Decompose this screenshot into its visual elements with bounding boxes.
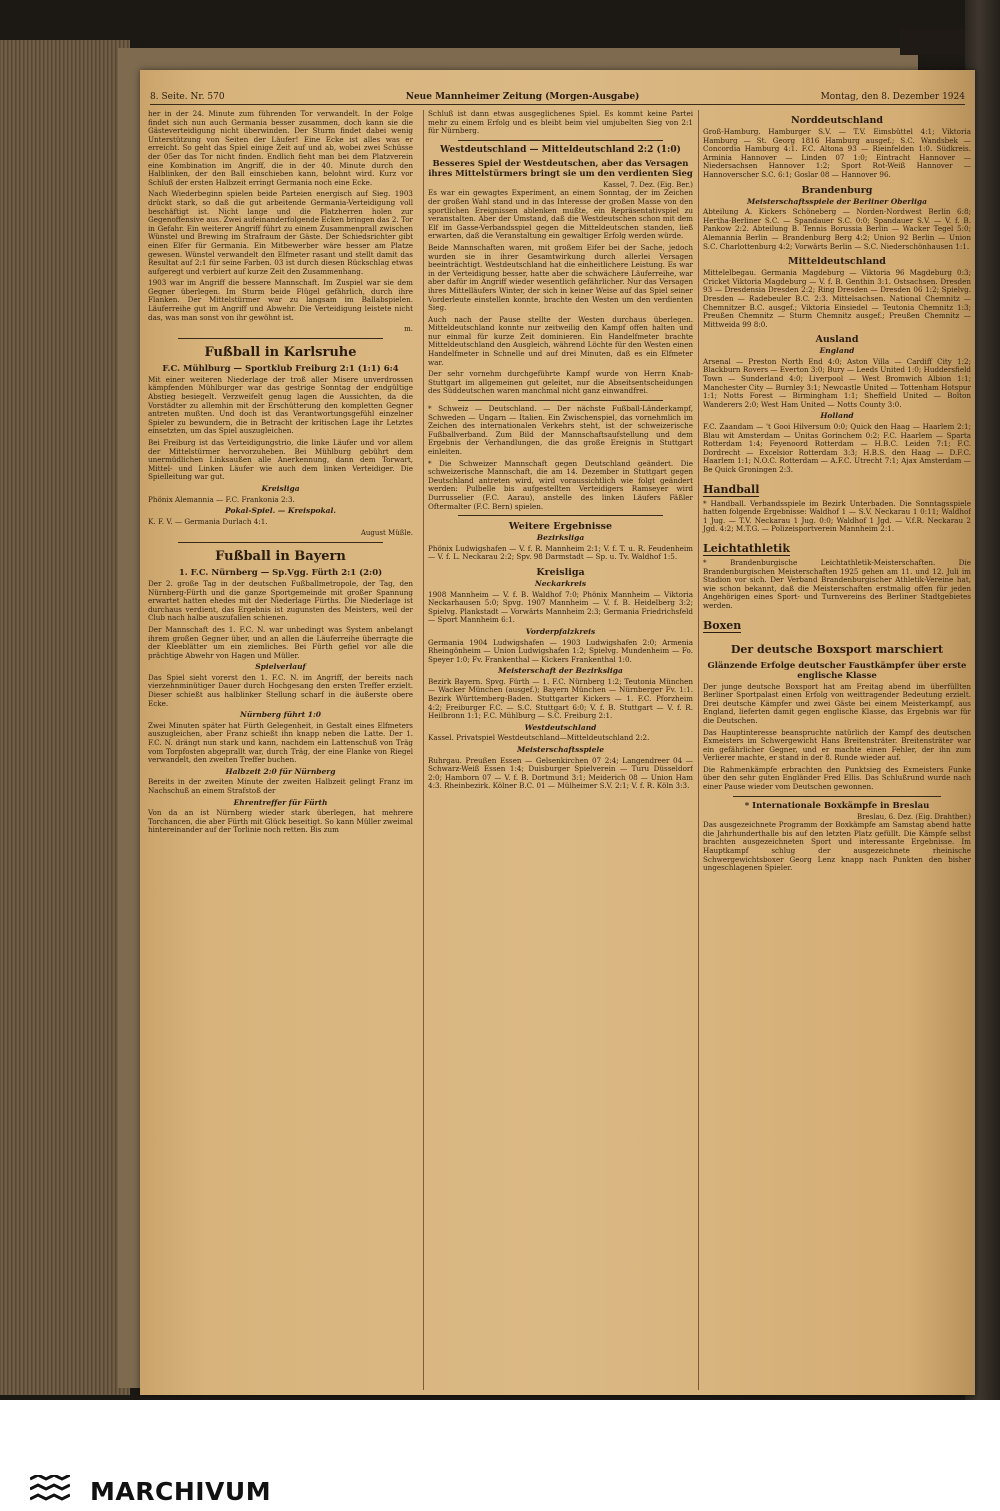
headline: Westdeutschland — Mitteldeutschland 2:2 (1:0): [440, 144, 681, 155]
article-text: Bereits in der zweiten Minute der zweiten Halbzeit gelingt Franz im Nachschuß an einem Strafstoß der: [148, 777, 413, 795]
article-text: her in der 24. Minute zum führenden Tor verwandelt. In der Folge findet sich nun auch Germania besser zusammen, doch kann sie die Gästeverteidigung nicht überwinden. Der Sturm findet dabei wenig Unterstützung von Seiten der Läufer! Eine Ecke ist alles was er erreicht. So geht das Spiel einige Zeit auf und ab, wobei zwei Schüsse der 05er das Tor nicht finden. Endlich fieht man bei dem Platzverein eine Kombination im Angriff, die in der 40. Minute durch den Halblinken, der den Ball einschieben kann, belohnt wird. Kurz vor Schluß der ersten Halbzeit erringt Germania noch eine Ecke.: [148, 110, 413, 187]
subheadline: 1. F.C. Nürnberg — Sp.Vgg. Fürth 2:1 (2:0): [178, 567, 383, 578]
masthead: Neue Mannheimer Zeitung (Morgen-Ausgabe): [405, 92, 640, 102]
article-text: Von da an ist Nürnberg wieder stark überlegen, hat mehrere Torchancen, die aber Fürth mit Glück beseitigt. So kann Müller zweimal hintereinander auf der Torlinie noch retten. Bis zum: [148, 808, 413, 835]
news-note: * Die Schweizer Mannschaft gegen Deutschland geändert. Die schweizerische Mannschaft, die am 14. Dezember in Stuttgart gegen Deutschland antreten wird, wird voraussichtlich wie folgt geändert werden: Pulbelle bis aufgestellten Verteidigers Ramseyer wird Durrusselier (F.C. Aarau), anstelle des linken Läufers Fäßler Oftermalter (F.C. Bern) spielen.: [428, 458, 693, 511]
newspaper-page: [140, 70, 975, 1395]
section-heading: Boxen: [703, 618, 742, 632]
archive-footer: [0, 1400, 1000, 1511]
section-label: Meisterschaftsspiele: [516, 745, 605, 755]
column-2: [423, 110, 693, 1390]
section-heading: Leichtathletik: [703, 541, 790, 555]
article-text: Das ausgezeichnete Programm der Boxkämpfe am Samstag abend hatte die Jahrhunderthalle bis auf den letzten Platz gefüllt. Die Kämpfe selbst brachten ausgezeichneten Sport und interessante Ergebnisse. Im Hauptkampf schlug der ausgezeichnete rheinische Schwergewichtsboxer Georg Lenz knapp nach Punkten den bisher ungeschlagenen Spieler.: [703, 820, 971, 873]
signature: August Müßle.: [360, 529, 413, 538]
section-label: Halbzeit 2:0 für Nürnberg: [225, 766, 336, 776]
section-label: Westdeutschland: [524, 722, 597, 732]
section-label: Vorderpfalzkreis: [525, 626, 596, 636]
section-label: Neckarkreis: [534, 578, 587, 588]
archive-logo-text: MARCHIVUM: [90, 1477, 272, 1506]
news-note: * Brandenburgische Leichtathletik-Meisterschaften. Die Brandenburgischen Meisterschaften 1925 gehen am 11. und 12. Juli im Stadion vor sich. Der Verband Brandenburgischer Athletik-Vereine hat, wie schon bekannt, daß die Meisterschaften erstmalig offen für jeden Angehörigen eines Sport- und Turnvereins des Berliner Stadtgebietes werden.: [703, 557, 971, 610]
section-label: Nürnberg führt 1:0: [240, 710, 321, 720]
section-label: Bezirksliga: [536, 533, 585, 543]
divider: [458, 400, 663, 401]
section-label: Brandenburg: [801, 184, 873, 196]
result-list: Abteilung A. Kickers Schöneberg — Norden-Nordwest Berlin 6:8; Hertha-Berliner S.C. — Spandauer S.C. 0:0; Spandauer S.V. — V. f. B. Pankow 2:2. Abteilung B. Tennis Borussia Berlin — Wacker Tegel 5:0; Alemannia Berlin — Brandenburg Berg 4:2; Union 92 Berlin — Union S.C. Charlottenburg 4:2; Vorwärts Berlin — S.C. Niederschönhausen 1:1.: [703, 207, 971, 251]
result-line: Phönix Alemannia — F.C. Frankonia 2:3.: [148, 494, 295, 504]
headline: Der deutsche Boxsport marschiert: [730, 642, 944, 656]
marchivum-logo-icon: [30, 1475, 70, 1503]
article-text: Zwei Minuten später hat Fürth Gelegenheit, in Gestalt eines Elfmeters auszugleichen, aber Franz schießt ihn knapp neben die Latte. Der 1. F.C. N. drängt nun stark und kann, nachdem ein Lattenschuß von Träg vom Torpfosten abgeprallt war, durch Träg, der eine Flanke von Riegel verwandelt, den zweiten Treffer buchen.: [148, 720, 413, 765]
article-text: Nach Wiederbeginn spielen beide Parteien energisch auf Sieg. 1903 drückt stark, so daß die gut arbeitende Germania-Verteidigung voll beschäftigt ist. Nicht lange und die Platzherren holen zur Gegenoffensive aus. Zwei aufeinanderfolgende Ecken bringen das 2. Tor in Gefahr. Ein weiterer Angriff führt zu einem Zusammenprall zwischen Wünstel und Brewing im Strafraum der Gäste. Der Schiedsrichter gibt einen Elfer für Germania. Ein Mitbewerber wäre besser am Platze gewesen. Wünstel verwandelt den Elfmeter rasant und stellt damit das Resultat auf 2:1 für seine Farben. 03 ist durch diesen Rückschlag etwas aufgeregt und verbiert auf kurze Zeit den Zusammenhang.: [148, 189, 413, 276]
section-label: Mitteldeutschland: [788, 256, 886, 268]
result-list: F.C. Zaandam — 't Gooi Hilversum 0:0; Quick den Haag — Haarlem 2:1; Blau wit Amsterdam — Unitas Gorinchem 0:2; F.C. Haarlem — Sparta Rotterdam 1:4; Feyenoord Rotterdam — H.B.C. Leiden 7:1; F.C. Dordrecht — Excelsior Rotterdam 3:3; H.B.S. den Haag — D.F.C. Haarlem 1:1; N.O.C. Rotterdam — A.F.C. Utrecht 7:1; Ajax Amsterdam — Be Quick Groningen 2:3.: [703, 422, 971, 474]
divider: [458, 515, 663, 516]
article-text: Es war ein gewagtes Experiment, an einem Sonntag, der im Zeichen der großen Wahl stand und in das Interesse der großen Masse von den sportlichen Ereignissen ablenken mußte, ein Repräsentativspiel zu veranstalten. Aber der Umstand, daß die Westdeutschen schon mit dem Elf im Gasse-Verbandsspiel gegen die Mitteldeutschen standen, ließ erwarten, daß die Veranstaltung ein gewaltiger Erfolg werden würde.: [428, 188, 693, 241]
divider: [458, 140, 663, 141]
subheadline: Besseres Spiel der Westdeutschen, aber das Versagen ihres Mittelstürmers bringt sie um den verdienten Sieg: [428, 158, 693, 179]
article-text: Das Spiel sieht vorerst den 1. F.C. N. im Angriff, der bereits nach vierzehnminütiger Dauer durch Hochgesang den ersten Treffer erzielt. Dieser schießt aus halblinker Stellung scharf in die äußerste obere Ecke.: [148, 672, 413, 708]
issue-date: Montag, den 8. Dezember 1924: [820, 92, 965, 102]
article-text: Der 2. große Tag in der deutschen Fußballmetropole, der Tag, den Nürnberg-Fürth und die ganze Sportgemeinde mit großer Spannung erwartet hatten ehedes mit der Niederlage Fürths. Die Niederlage ist durchaus verdient, das Ergebnis ist zugunsten des Meisters, weil der Club nach halbe auszufallen schienen.: [148, 578, 413, 623]
section-heading: Handball: [703, 482, 760, 496]
section-label: Ehrentreffer für Fürth: [233, 797, 328, 807]
subheadline: F.C. Mühlburg — Sportklub Freiburg 2:1 (1:1) 6:4: [162, 363, 399, 374]
column-3: [698, 110, 971, 1390]
divider: [178, 338, 383, 339]
result-list: Phönix Ludwigshafen — V. f. R. Mannheim 2:1; V. f. T. u. R. Feudenheim — V. f. L. Neckarau 2:2; Spv. 98 Darmstadt — Sp. u. Tv. Waldhof 1:5.: [428, 543, 693, 562]
section-label: Norddeutschland: [790, 115, 883, 126]
divider: [733, 796, 941, 797]
article-text: Mit einer weiteren Niederlage der troß aller Misere unverdrossen kämpfenden Mühlburger war das gestrige Sonntag der endgültige Abstieg besiegelt. Verzweifelt genug lagen die Aussichten, da die Vorstädter zu allemhin mit der Erschütterung den kompletten Gegner antreten mußten. Und doch ist das Verantwortungsgefühl einzelner Spieler zu bewundern, die in Betracht der kritischen Lage ihr Letztes einsetzten, um das Spiel auszugleichen.: [148, 374, 413, 436]
page-number: 8. Seite. Nr. 570: [150, 92, 225, 102]
headline: Fußball in Bayern: [215, 548, 346, 564]
section-label: Ausland: [815, 334, 859, 346]
article-text: Beide Mannschaften waren, mit großem Eifer bei der Sache, jedoch wurden sie in ihrer Gesamtwirkung durch allerlei Versagen beeinträchtigt. Westdeutschland hat die einheitlichere Leistung. Es war in der Verteidigung besser, hatte aber die schwächere Läuferreihe, war aber dafür im Angriff wieder wesentlich gefährlicher. Nur das Versagen ihres Mittelläufers Winter, der sich in keiner Weise auf das Spiel seiner Vorderleute einstellen konnte, brachte den Westen um den verdienten Sieg.: [428, 242, 693, 313]
article-text: Schluß ist dann etwas ausgeglichenes Spiel. Es kommt keine Partei mehr zu einem Erfolg und es bleibt beim viel umjubelten Sieg von 2:1 für Nürnberg.: [428, 110, 693, 136]
section-label: Spielverlauf: [255, 662, 306, 672]
article-text: Der sehr vornehm durchgeführte Kampf wurde von Herrn Knab-Stuttgart im allgemeinen gut geleitet, nur die Abseitsentscheidungen des Süddeutschen waren manchmal nicht ganz einwandfrei.: [428, 369, 693, 396]
result-list: Groß-Hamburg. Hamburger S.V. — T.V. Eimsbüttel 4:1; Viktoria Hamburg — St. Georg 1816 Hamburg ausgef.; S.C. Wandsbek — Concordia Hamburg 4:1. F.C. Altona 93 — Rieinfelden 1:0. Südkreis. Arminia Hannover — Linden 07 1:0; Eintracht Hannover — Niedersachsen Hannover 1:2; Sport Rot-Weiß Hannover — Hannoverscher S.C. 6:1; Goslar 08 — Hannover 96.: [703, 127, 971, 179]
section-label: Meisterschaftsspiele der Berliner Oberliga: [746, 196, 928, 206]
news-note: * Handball. Verbandsspiele im Bezirk Unterbaden. Die Sonntagsspiele hatten folgende Ergebnisse: Waldhof 1 — S.V. Neckarau 1 0:11; Waldhof 1 Jug. — T.V. Neckarau 1 Jug. 0:0; Waldhof 1 Jgd. — V.f.R. Neckarau 2 Jgd. 4:2; M.T.G. — Polizeisportverein Mannheim 2:1.: [703, 498, 971, 534]
article-text: Die Rahmenkämpfe erbrachten den Punktsieg des Exmeisters Funke über den sehr guten Engländer Fred Ellis. Das Schlußrund wurde nach einer Pause wieder vom Deutschen gewonnen.: [703, 764, 971, 792]
page-header: [150, 90, 965, 105]
result-list: 1908 Mannheim — V. f. B. Waldhof 7:0; Phönix Mannheim — Viktoria Neckarhausen 5:0; Spvg. 1907 Mannheim — V. f. B. Heidelberg 3:2; Spielvg. Plankstadt — Vorwärts Mannheim 2:3; Germania Friedrichsfeld — Sport Mannheim 6:1.: [428, 589, 693, 625]
dateline: Breslau, 6. Dez. (Eig. Drahtber.): [856, 812, 971, 821]
section-label: England: [819, 346, 855, 356]
section-label: Kreisliga: [536, 566, 585, 578]
article-text: 1903 war im Angriff die bessere Mannschaft. Im Zuspiel war sie dem Gegner überlegen. Im Sturm beide Flügel gefährlich, durch ihre Flanken. Der Mittelstürmer war zu langsam im Ballabspielen. Läuferreihe gut im Angriff und Abwehr. Die Verteidigung leistete nicht das, was man sonst von ihr gewöhnt ist.: [148, 278, 413, 322]
dateline: Kassel, 7. Dez. (Eig. Ber.): [602, 180, 693, 189]
result-list: Bezirk Bayern. Spvg. Fürth — 1. F.C. Nürnberg 1:2; Teutonia München — Wacker München (ausgef.); Bayern München — Nürnberger Fv. 1:1. Bezirk Württemberg-Baden. Stuttgarter Kickers — 1. F.C. Pforzheim 4:2; Freiburger F.C. — S.C. Stuttgart 6:0; V. f. B. Stuttgart — V. f. R. Heilbronn 1:1; F.C. Mühlburg — S.C. Freiburg 2:1.: [428, 676, 693, 721]
result-list: Kassel. Privatspiel Westdeutschland—Mitteldeutschland 2:2.: [428, 733, 650, 743]
result-list: Arsenal — Preston North End 4:0; Aston Villa — Cardiff City 1:2; Blackburn Rovers — Everton 3:0; Bury — Leeds United 1:0; Huddersfield Town — Sunderland 4:0; Liverpool — West Bromwich Albion 1:1; Manchester City — Burnley 3:1; Newcastle United — Tottenham Hotspur 1:1; Notts Forest — Birmingham 1:1; Sheffield United — Bolton Wanderers 2:0; West Ham United — Notts County 3:0.: [703, 356, 971, 409]
signature: m.: [404, 325, 413, 334]
headline: Weitere Ergebnisse: [508, 521, 613, 533]
divider: [178, 542, 383, 543]
result-line: K. F. V. — Germania Durlach 4:1.: [148, 516, 268, 526]
news-note: * Schweiz — Deutschland. — Der nächste Fußball-Länderkampf, Schweden — Ungarn — Italien. Ein Zwischenspiel, das vornehmlich im Zeichen des internationalen Verkehrs steht, ist der schweizerische Fußballverband. Zum Bild der Mannschaftsaufstellung und dem Ergebnis der Verhandlungen, die das große Ereignis in Stuttgart einleiten.: [428, 404, 693, 456]
column-1: [148, 110, 413, 1390]
article-text: Das Hauptinteresse beanspruchte natürlich der Kampf des deutschen Exmeisters im Schwergewicht Hans Breitensträter. Breitensträter war ein gefährlicher Gegner, und er machte einen Fehler, der ihn zum Verlierer machte, er stand in der 8. Runde wieder auf.: [703, 727, 971, 763]
article-text: Der Mannschaft des 1. F.C. N. war unbedingt was System anbelangt ihrem großen Gegner über, und an allen die Läuferreihe überragte die der Kleeblätter um ein ziemliches. Bei Fürth gefiel vor alle die prächtige Abwehr von Hagen und Müller.: [148, 624, 413, 660]
section-label: Pokal-Spiel. — Kreispokal.: [225, 506, 336, 516]
section-label: Holland: [820, 411, 854, 421]
section-label: Meisterschaft der Bezirksliga: [498, 666, 623, 676]
page-edges: [0, 40, 130, 1395]
article-text: Bei Freiburg ist das Verteidigungstrio, die linke Läufer und vor allem der Mittelstürmer hervorzuheben. Bei Mühlburg gebührt dem unermüdlichen Linksaußen alle Anerkennung, dann dem Torwart, Mittel- und Linken Läufer wie auch dem linken Verteidiger. Die Spielleitung war gut.: [148, 438, 413, 482]
subheadline: Glänzende Erfolge deutscher Faustkämpfer über erste englische Klasse: [707, 660, 967, 681]
article-text: Auch nach der Pause stellte der Westen durchaus überlegen. Mitteldeutschland konnte nur zeitweilig den Kampf offen halten und nur einmal für kurze Zeit dominieren. Ein Handelfmeter brachte Mitteldeutschland den Ausgleich, während Löchte für den Westen einen Handelfmeter in Schnelle und auf drei Minuten, daß es ein Elfmeter war.: [428, 314, 693, 367]
result-list: Germania 1904 Ludwigshafen — 1903 Ludwigshafen 2:0; Armenia Rheingönheim — Union Ludwigshafen 1:2; Spielvg. Mundenheim — Fo. Speyer 1:0; Fv. Frankenthal — Kickers Frankenthal 1:0.: [428, 637, 693, 664]
headline: Fußball in Karlsruhe: [204, 344, 357, 360]
subheadline: * Internationale Boxkämpfe in Breslau: [744, 800, 930, 811]
result-list: Mittelelbegau. Germania Magdeburg — Viktoria 96 Magdeburg 0:3; Cricket Viktoria Magdeburg — V. f. B. Genthin 3:1. Ostsachsen. Dresden 93 — Dresdensia Dresden 2:2; Ring Dresden — Dresden 06 1:2; Spielvg. Dresden — Radebeuler B.C. 2:3. Mittelsachsen. National Chemnitz — Chemnitzer B.C. ausgef.; Viktoria Einsiedel — Teutonia Chemnitz 1:3; Preußen Chemnitz — Sturm Chemnitz ausgef.; Preußen Chemnitz — Mittweida 99 8:0.: [703, 268, 971, 329]
result-list: Ruhrgau. Preußen Essen — Gelsenkirchen 07 2:4; Langendreer 04 — Schwarz-Weiß Essen 1:4; Duisburger Spielverein — Turu Düsseldorf 2:0; Hamborn 07 — V. f. B. Dortmund 3:1; Meiderich 08 — Union Ham 4:3. Rheinbezirk. Kölner B.C. 01 — Mülheimer S.V. 2:1; V. f. R. Köln 3:3.: [428, 755, 693, 791]
section-label: Kreisliga: [261, 483, 300, 493]
article-text: Der junge deutsche Boxsport hat am Freitag abend im überfüllten Berliner Sportpalast einen Erfolg von weittragender Bedeutung erzielt. Drei deutsche Kämpfer und zwei Gäste bei einem Meisterkampf, aus England, lieferten damit gegen englische Klasse, das Ergebnis war für die Deutschen.: [703, 681, 971, 725]
